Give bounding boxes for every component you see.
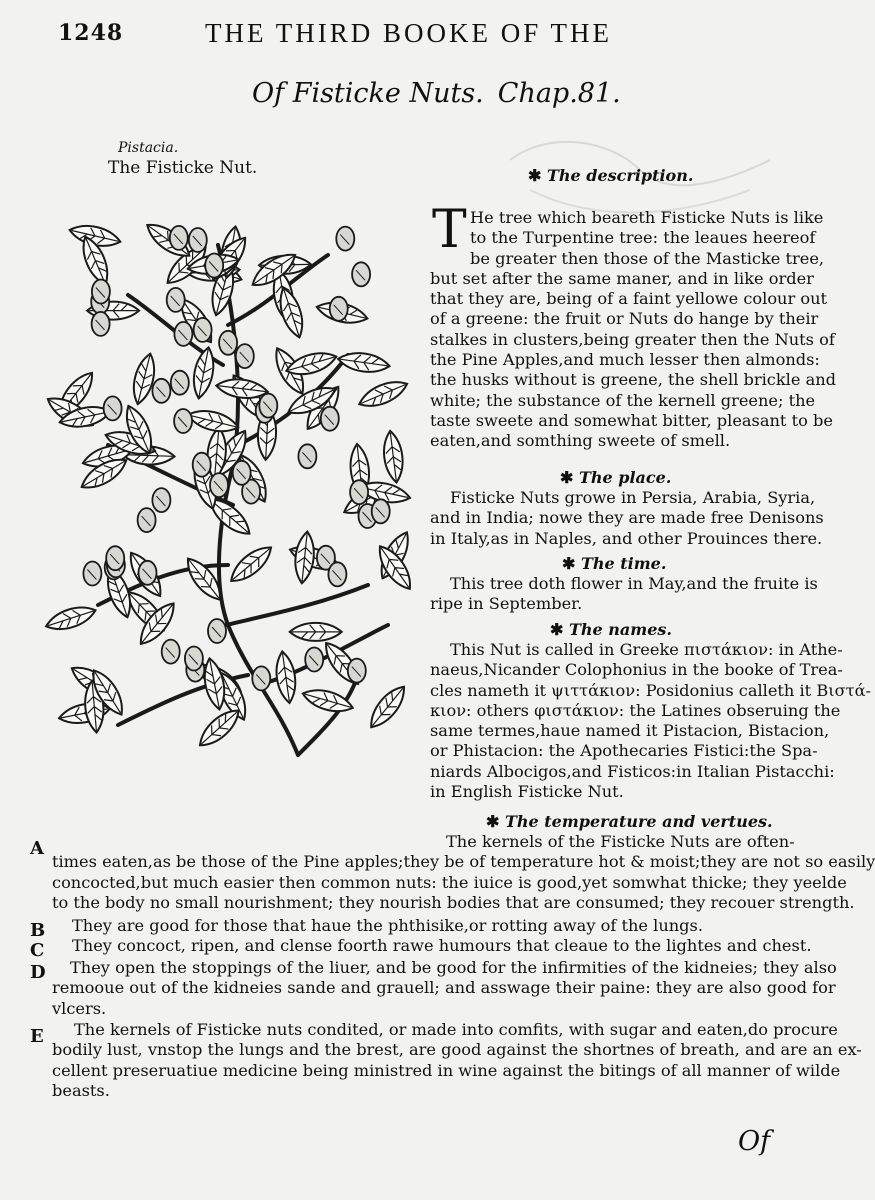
nut: [205, 254, 223, 278]
chapter-number: Chap.81.: [497, 78, 621, 109]
leaf: [381, 430, 405, 484]
chapter-title: Of Fisticke Nuts.: [252, 78, 484, 109]
margin-letter-c: C: [30, 940, 45, 961]
nut: [167, 288, 185, 312]
text-line: times eaten,as be those of the Pine apples;they be of temperature hot & moist;they are not so easily: [52, 852, 875, 872]
leaf: [190, 346, 218, 400]
text-line: He tree which beareth Fisticke Nuts is like: [470, 208, 824, 227]
nut: [152, 379, 170, 403]
nut: [174, 322, 192, 346]
text-line: This tree doth flower in May,and the fruite is: [450, 574, 818, 593]
margin-letter-a: A: [30, 838, 44, 859]
nut: [174, 409, 192, 433]
nut: [83, 562, 101, 586]
text-line: eaten,and somthing sweete of smell.: [430, 431, 731, 451]
nut: [321, 407, 339, 431]
nut: [194, 318, 212, 342]
vertue-a-text: [52, 832, 875, 913]
leaf: [186, 406, 241, 436]
text-line: ripe in September.: [430, 594, 583, 614]
nut: [219, 331, 237, 355]
nut: [208, 619, 226, 643]
text-line: in Italy,as in Naples, and other Prouinces there.: [430, 528, 823, 548]
nut: [171, 371, 189, 395]
leaf: [273, 650, 298, 704]
text-line: The kernels of Fisticke nuts condited, or made into comfits, with sugar and eaten,do procure: [74, 1020, 838, 1039]
nut: [189, 228, 207, 252]
section-head-place: ✱ The place.: [560, 468, 672, 487]
nut: [193, 453, 211, 477]
vertue-b-text: They are good for those that haue the phthisike,or rotting away of the lungs.: [72, 916, 703, 935]
text-line: that they are, being of a faint yellowe colour out: [430, 289, 828, 309]
text-line: taste sweete and somewhat bitter, pleasant to be: [430, 410, 833, 430]
text-line: concocted,but much easier then common nuts: the iuice is good,yet somwhat thicke; they yeelde: [52, 872, 847, 892]
nut: [185, 647, 203, 671]
section-head-description: ✱ The description.: [528, 166, 694, 185]
time-text: [430, 574, 818, 615]
nut: [233, 461, 251, 485]
text-line: remooue out of the kidneies sande and grauell; and asswage their paine: they are also good for: [52, 978, 836, 998]
text-line: same termes,haue named it Pistacion, Bistacion,: [430, 721, 830, 741]
leaf: [356, 376, 411, 413]
drop-cap: T: [432, 200, 467, 260]
leaf: [194, 704, 245, 752]
nut: [305, 648, 323, 672]
margin-letter-e: E: [30, 1026, 44, 1047]
text-line: niards Albocigos,and Fisticos:in Italian Pistacchi:: [430, 761, 835, 781]
nut: [236, 344, 254, 368]
margin-letter-b: B: [30, 920, 46, 941]
section-head-temperature: ✱ The temperature and vertues.: [486, 812, 773, 831]
leaf: [337, 350, 391, 375]
vertue-e-text: [52, 1020, 862, 1101]
text-line: but set after the same maner, and in like order: [430, 268, 814, 288]
text-line: in English Fisticke Nut.: [430, 782, 624, 802]
branch: [298, 675, 358, 755]
leaf: [290, 623, 342, 641]
nut: [259, 394, 277, 418]
leaf: [293, 531, 316, 585]
text-line: and in India; nowe they are made free Denisons: [430, 508, 824, 528]
figure-latin-name: Pistacia.: [118, 140, 179, 156]
leaf: [43, 602, 98, 635]
chapter-heading: [252, 78, 621, 109]
margin-letter-d: D: [30, 962, 46, 983]
nut: [372, 499, 390, 523]
leaf: [364, 681, 411, 733]
text-line: cles nameth it ψιττάκιον: Posidonius calleth it Βιστά-: [430, 680, 871, 700]
text-line: white; the substance of the kernell greene; the: [430, 390, 816, 410]
text-line: or Phistacion: the Apothecaries Fistici:the Spa-: [430, 741, 818, 761]
text-line: Fisticke Nuts growe in Persia, Arabia, Syria,: [450, 488, 816, 507]
text-line: This Nut is called in Greeke πιστάκιον: in Athe-: [450, 640, 843, 659]
text-line: The kernels of the Fisticke Nuts are often-: [446, 832, 795, 851]
figure-caption: The Fisticke Nut.: [108, 158, 258, 178]
description-text: [430, 208, 836, 452]
nut: [336, 227, 354, 251]
running-title: THE THIRD BOOKE OF THE: [205, 18, 612, 48]
catchword: Of: [738, 1126, 771, 1157]
place-text: [430, 488, 824, 549]
nut: [298, 444, 316, 468]
nut: [92, 280, 110, 304]
text-line: beasts.: [52, 1080, 110, 1100]
nut: [328, 562, 346, 586]
text-line: vlcers.: [52, 998, 107, 1018]
names-text: [430, 640, 871, 802]
running-head: [0, 18, 812, 52]
text-line: stalkes in clusters,being greater then the Nuts of: [430, 329, 835, 349]
text-line: the husks without is greene, the shell brickle and: [430, 370, 837, 390]
text-line: to the Turpentine tree: the leaues heereof: [470, 228, 816, 248]
nut: [106, 546, 124, 570]
text-line: bodily lust, vnstop the lungs and the brest, are good against the shortnes of breath, and are an ex-: [52, 1040, 862, 1060]
pistachio-tree-woodcut: [48, 205, 410, 770]
text-line: to the body no small nourishment; they nourish bodies that are consumed; they recouer strength.: [52, 892, 855, 912]
nut: [348, 659, 366, 683]
nut: [350, 480, 368, 504]
text-line: They open the stoppings of the liuer, and be good for the infirmities of the kidneies; they also: [70, 958, 837, 977]
vertue-c-text: They concoct, ripen, and clense foorth rawe humours that cleaue to the lightes and chest.: [72, 936, 812, 955]
section-head-time: ✱ The time.: [562, 554, 667, 573]
nut: [162, 640, 180, 664]
branch: [226, 585, 368, 625]
nut: [170, 226, 188, 250]
leaf: [225, 541, 276, 588]
text-line: the Pine Apples,and much lesser then almonds:: [430, 350, 820, 370]
text-line: cellent preseruatiue medicine being ministred in wine against the bitings of all manner of wilde: [52, 1060, 841, 1080]
nut: [104, 396, 122, 420]
text-line: κιον: others φιστάκιον: the Latines obseruing the: [430, 700, 841, 720]
nut: [152, 488, 170, 512]
nut: [330, 297, 348, 321]
nut: [139, 561, 157, 585]
page-number: 1248: [58, 20, 124, 46]
section-head-names: ✱ The names.: [550, 620, 672, 639]
text-line: be greater then those of the Masticke tree,: [470, 248, 825, 268]
nut: [252, 666, 270, 690]
nut: [352, 262, 370, 286]
vertue-d-text: [52, 958, 837, 1019]
nut: [210, 473, 228, 497]
text-line: naeus,Nicander Colophonius in the booke of Trea-: [430, 660, 843, 680]
leaf: [300, 685, 355, 717]
nut: [92, 312, 110, 336]
nut: [138, 508, 156, 532]
text-line: of a greene: the fruit or Nuts do hange by their: [430, 309, 819, 329]
